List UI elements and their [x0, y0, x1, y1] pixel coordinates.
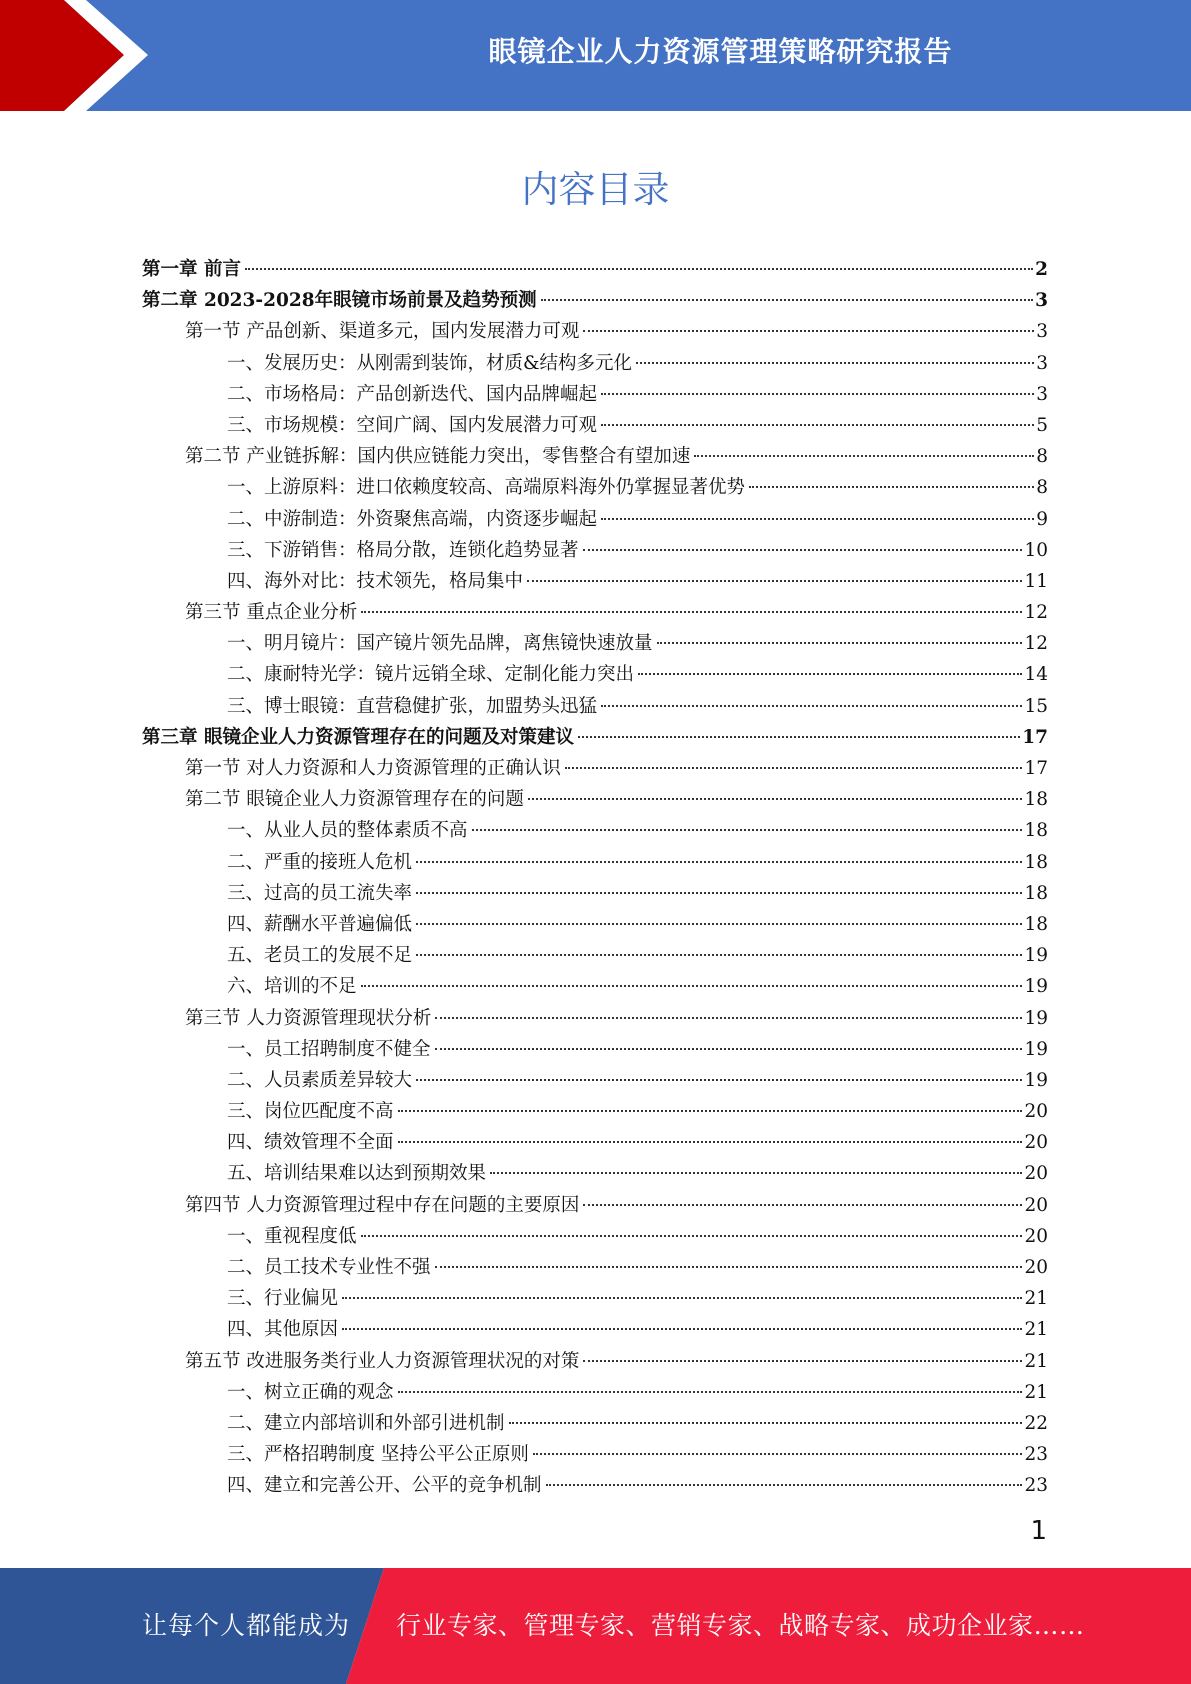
- toc-entry-text: 第三节 重点企业分析: [185, 602, 358, 624]
- toc-entry-text: 第二章 2023-2028年眼镜市场前景及趋势预测: [142, 290, 537, 312]
- toc-heading: 内容目录: [521, 168, 670, 211]
- toc-leader-dots: [416, 861, 1022, 863]
- toc-entry[interactable]: [142, 1346, 1048, 1377]
- toc-entry[interactable]: [142, 441, 1048, 472]
- toc-leader-dots: [601, 393, 1034, 395]
- toc-leader-dots: [472, 829, 1023, 831]
- toc-entry-text: 二、中游制造：外资聚焦高端，内资逐步崛起: [227, 508, 598, 530]
- toc-entry-page: 19: [1024, 1069, 1048, 1091]
- toc-entry-page: 9: [1036, 508, 1048, 530]
- toc-entry[interactable]: [142, 971, 1048, 1002]
- toc-entry-text: 二、建立内部培训和外部引进机制: [227, 1412, 505, 1434]
- toc-entry[interactable]: [142, 1065, 1048, 1096]
- toc-entry-page: 21: [1024, 1350, 1048, 1372]
- toc-entry-text: 二、市场格局：产品创新迭代、国内品牌崛起: [227, 383, 598, 405]
- toc-entry-text: 六、培训的不足: [227, 976, 357, 998]
- toc-entry[interactable]: [142, 1408, 1048, 1439]
- toc-entry-page: 20: [1024, 1132, 1048, 1154]
- table-of-contents: [142, 254, 1048, 1502]
- toc-entry-page: 10: [1024, 539, 1048, 561]
- toc-entry-text: 第四节 人力资源管理过程中存在问题的主要原因: [185, 1194, 580, 1216]
- toc-entry[interactable]: [142, 628, 1048, 659]
- toc-entry-page: 12: [1024, 602, 1048, 624]
- toc-entry-page: 20: [1024, 1101, 1048, 1123]
- toc-entry[interactable]: [142, 940, 1048, 971]
- toc-entry-text: 二、人员素质差异较大: [227, 1069, 413, 1091]
- toc-entry-text: 四、建立和完善公开、公平的竞争机制: [227, 1475, 542, 1497]
- toc-leader-dots: [398, 1391, 1023, 1393]
- toc-entry-page: 2: [1035, 259, 1048, 280]
- toc-leader-dots: [583, 1360, 1022, 1362]
- toc-entry-page: 19: [1024, 1007, 1048, 1029]
- toc-entry-text: 三、博士眼镜：直营稳健扩张，加盟势头迅猛: [227, 695, 598, 717]
- toc-entry-page: 14: [1024, 664, 1048, 686]
- toc-entry[interactable]: [142, 815, 1048, 846]
- toc-entry[interactable]: [142, 1221, 1048, 1252]
- toc-entry-text: 一、从业人员的整体素质不高: [227, 820, 468, 842]
- toc-entry-page: 19: [1024, 1038, 1048, 1060]
- toc-entry-text: 第一节 对人力资源和人力资源管理的正确认识: [185, 758, 561, 779]
- toc-entry-text: 一、重视程度低: [227, 1225, 357, 1247]
- toc-entry[interactable]: [142, 535, 1048, 566]
- toc-leader-dots: [601, 705, 1022, 707]
- toc-leader-dots: [416, 923, 1022, 925]
- toc-entry-text: 三、过高的员工流失率: [227, 882, 413, 904]
- toc-leader-dots: [583, 330, 1034, 332]
- toc-leader-dots: [509, 1422, 1023, 1424]
- toc-entry[interactable]: [142, 1252, 1048, 1283]
- toc-entry-text: 五、老员工的发展不足: [227, 945, 413, 967]
- toc-leader-dots: [583, 549, 1023, 551]
- toc-entry[interactable]: [142, 566, 1048, 597]
- toc-entry-text: 四、薪酬水平普遍偏低: [227, 913, 413, 935]
- toc-entry-text: 一、树立正确的观念: [227, 1381, 394, 1403]
- toc-entry-page: 17: [1024, 758, 1048, 779]
- toc-entry-page: 18: [1024, 789, 1048, 811]
- toc-entry[interactable]: [142, 909, 1048, 940]
- toc-entry[interactable]: [142, 1096, 1048, 1127]
- toc-leader-dots: [533, 1453, 1023, 1455]
- toc-entry-text: 四、绩效管理不全面: [227, 1132, 394, 1154]
- toc-leader-dots: [398, 1141, 1023, 1143]
- toc-leader-dots: [528, 798, 1023, 800]
- toc-entry-text: 四、海外对比：技术领先，格局集中: [227, 570, 524, 592]
- toc-leader-dots: [638, 673, 1022, 675]
- toc-entry[interactable]: [142, 1283, 1048, 1314]
- toc-entry-page: 23: [1024, 1444, 1048, 1466]
- report-title: 眼镜企业人力资源管理策略研究报告: [488, 35, 953, 68]
- toc-leader-dots: [527, 580, 1022, 582]
- footer-slogan-right: 行业专家、管理专家、营销专家、战略专家、成功企业家……: [396, 1611, 1085, 1640]
- toc-entry[interactable]: [142, 472, 1048, 503]
- toc-entry-page: 18: [1024, 913, 1048, 935]
- toc-entry-text: 三、市场规模：空间广阔、国内发展潜力可观: [227, 414, 598, 436]
- toc-entry-page: 20: [1024, 1194, 1048, 1216]
- toc-entry-page: 18: [1024, 882, 1048, 904]
- toc-entry[interactable]: [142, 348, 1048, 379]
- toc-entry-text: 一、上游原料：进口依赖度较高、高端原料海外仍掌握显著优势: [227, 477, 746, 499]
- toc-entry-text: 第五节 改进服务类行业人力资源管理状况的对策: [185, 1350, 580, 1372]
- toc-leader-dots: [416, 1079, 1022, 1081]
- toc-entry-page: 5: [1036, 414, 1048, 436]
- toc-entry[interactable]: [142, 316, 1048, 347]
- toc-entry[interactable]: [142, 878, 1048, 909]
- toc-leader-dots: [694, 455, 1034, 457]
- toc-leader-dots: [490, 1172, 1022, 1174]
- toc-entry-page: 11: [1024, 570, 1048, 592]
- toc-entry-page: 8: [1036, 446, 1048, 468]
- toc-entry-page: 3: [1035, 290, 1048, 312]
- toc-entry-page: 22: [1024, 1412, 1048, 1434]
- toc-entry-page: 3: [1036, 352, 1048, 374]
- toc-entry[interactable]: [142, 691, 1048, 722]
- toc-entry-page: 18: [1024, 820, 1048, 842]
- toc-leader-dots: [342, 1328, 1022, 1330]
- toc-entry[interactable]: [142, 254, 1048, 285]
- toc-leader-dots: [435, 1266, 1023, 1268]
- toc-entry-text: 三、下游销售：格局分散，连锁化趋势显著: [227, 539, 579, 561]
- header-band: [0, 0, 1191, 111]
- toc-leader-dots: [541, 299, 1034, 301]
- toc-entry[interactable]: [142, 504, 1048, 535]
- toc-entry-text: 二、员工技术专业性不强: [227, 1257, 431, 1278]
- toc-entry-text: 五、培训结果难以达到预期效果: [227, 1163, 487, 1185]
- toc-entry-text: 三、行业偏见: [227, 1288, 339, 1310]
- toc-entry-page: 21: [1024, 1381, 1048, 1403]
- toc-entry-text: 第二节 产业链拆解：国内供应链能力突出，零售整合有望加速: [185, 446, 691, 468]
- toc-entry-page: 19: [1024, 945, 1048, 967]
- toc-leader-dots: [361, 985, 1023, 987]
- toc-entry-text: 一、发展历史：从刚需到装饰，材质&结构多元化: [227, 352, 632, 374]
- toc-entry-text: 二、严重的接班人危机: [227, 851, 413, 873]
- toc-entry[interactable]: [142, 847, 1048, 878]
- toc-leader-dots: [583, 1204, 1022, 1206]
- toc-entry-page: 20: [1024, 1257, 1048, 1278]
- toc-entry-page: 3: [1036, 383, 1048, 405]
- toc-entry[interactable]: [142, 379, 1048, 410]
- toc-leader-dots: [578, 736, 1020, 738]
- toc-entry-text: 三、严格招聘制度 坚持公平公正原则: [227, 1444, 529, 1466]
- toc-leader-dots: [749, 486, 1034, 488]
- toc-entry[interactable]: [142, 1377, 1048, 1408]
- toc-entry[interactable]: [142, 1034, 1048, 1065]
- toc-entry-page: 18: [1024, 851, 1048, 873]
- toc-entry-text: 二、康耐特光学：镜片远销全球、定制化能力突出: [227, 664, 635, 686]
- toc-leader-dots: [416, 892, 1022, 894]
- toc-entry[interactable]: [142, 753, 1048, 784]
- toc-leader-dots: [546, 1484, 1023, 1486]
- toc-entry-page: 21: [1024, 1319, 1048, 1341]
- toc-leader-dots: [361, 1235, 1023, 1237]
- toc-leader-dots: [601, 518, 1034, 520]
- toc-leader-dots: [361, 611, 1022, 613]
- toc-entry-text: 四、其他原因: [227, 1319, 339, 1341]
- chevron-arrow-icon: [0, 0, 160, 111]
- toc-leader-dots: [416, 954, 1022, 956]
- toc-leader-dots: [245, 268, 1033, 270]
- toc-leader-dots: [435, 1048, 1023, 1050]
- toc-leader-dots: [435, 1017, 1022, 1019]
- toc-entry-text: 一、员工招聘制度不健全: [227, 1038, 431, 1060]
- toc-leader-dots: [565, 767, 1023, 769]
- toc-entry[interactable]: [142, 1439, 1048, 1470]
- toc-leader-dots: [657, 642, 1023, 644]
- toc-leader-dots: [636, 362, 1034, 364]
- toc-entry-text: 第三节 人力资源管理现状分析: [185, 1007, 432, 1029]
- toc-leader-dots: [601, 424, 1034, 426]
- toc-entry[interactable]: [142, 1003, 1048, 1034]
- toc-entry-page: 8: [1036, 477, 1048, 499]
- toc-entry-text: 三、岗位匹配度不高: [227, 1101, 394, 1123]
- toc-entry-text: 第一节 产品创新、渠道多元，国内发展潜力可观: [185, 321, 580, 343]
- page-number: 1: [1030, 1516, 1047, 1546]
- toc-entry-page: 20: [1024, 1163, 1048, 1185]
- toc-entry-page: 19: [1024, 976, 1048, 998]
- toc-entry[interactable]: [142, 722, 1048, 753]
- toc-entry[interactable]: [142, 784, 1048, 815]
- toc-entry[interactable]: [142, 1190, 1048, 1221]
- toc-entry-text: 第三章 眼镜企业人力资源管理存在的问题及对策建议: [142, 726, 574, 748]
- toc-entry-page: 20: [1024, 1225, 1048, 1247]
- footer-slogan-left: 让每个人都能成为: [142, 1611, 351, 1640]
- toc-entry[interactable]: [142, 410, 1048, 441]
- toc-entry-page: 3: [1036, 321, 1048, 343]
- toc-entry[interactable]: [142, 659, 1048, 690]
- toc-entry-text: 第二节 眼镜企业人力资源管理存在的问题: [185, 789, 524, 811]
- toc-entry-text: 第一章 前言: [142, 259, 241, 280]
- toc-entry-page: 12: [1024, 633, 1048, 655]
- toc-entry[interactable]: [142, 1158, 1048, 1189]
- toc-entry-page: 21: [1024, 1288, 1048, 1310]
- toc-entry[interactable]: [142, 597, 1048, 628]
- toc-entry[interactable]: [142, 1470, 1048, 1501]
- toc-entry[interactable]: [142, 1127, 1048, 1158]
- toc-entry-page: 15: [1024, 695, 1048, 717]
- toc-entry-page: 17: [1022, 726, 1048, 748]
- toc-entry[interactable]: [142, 1314, 1048, 1345]
- footer-band: [0, 1568, 1191, 1684]
- toc-entry[interactable]: [142, 285, 1048, 316]
- toc-entry-text: 一、明月镜片：国产镜片领先品牌，离焦镜快速放量: [227, 633, 653, 655]
- toc-leader-dots: [398, 1110, 1023, 1112]
- toc-entry-page: 23: [1024, 1475, 1048, 1497]
- toc-leader-dots: [342, 1297, 1022, 1299]
